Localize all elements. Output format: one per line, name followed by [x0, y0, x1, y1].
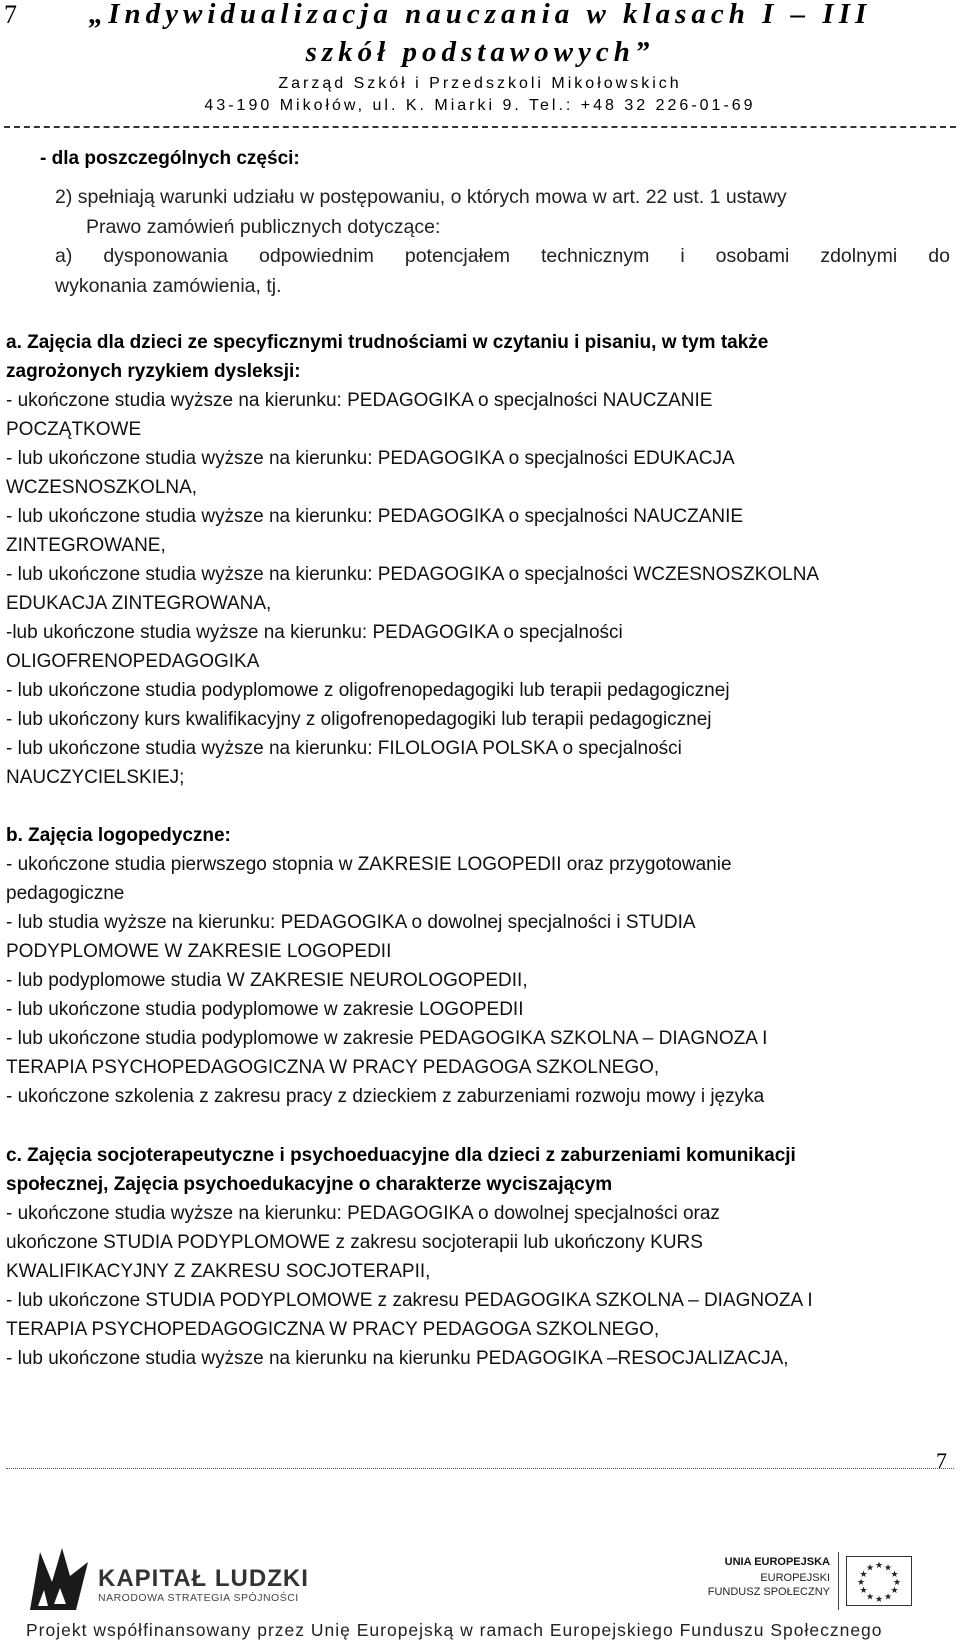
section-a-line: WCZESNOSZKOLNA,	[6, 477, 198, 498]
section-a-line: OLIGOFRENOPEDAGOGIKA	[6, 651, 260, 672]
intro-word: zdolnymi	[820, 245, 898, 267]
section-a-line: - lub ukończone studia podyplomowe z oligofrenopedagogiki lub terapii pedagogicznej	[6, 680, 730, 701]
intro-word: potencjałem	[404, 245, 510, 267]
section-a-line: - ukończone studia wyższe na kierunku: PEDAGOGIKA o specjalności NAUCZANIE	[6, 390, 713, 411]
intro-word: odpowiednim	[258, 245, 374, 267]
section-b-line: - lub podyplomowe studia W ZAKRESIE NEUROLOGOPEDII,	[6, 970, 528, 991]
section-a-line: POCZĄTKOWE	[6, 419, 142, 440]
section-b-line: TERAPIA PSYCHOPEDAGOGICZNA W PRACY PEDAGOGA SZKOLNEGO,	[6, 1057, 660, 1078]
section-a-line: - lub ukończone studia wyższe na kierunku: PEDAGOGIKA o specjalności NAUCZANIE	[6, 506, 744, 527]
svg-text:★: ★	[865, 1592, 875, 1603]
eu-fund-line1: EUROPEJSKI	[760, 1572, 830, 1584]
section-c-line: - ukończone studia wyższe na kierunku: PEDAGOGIKA o dowolnej specjalności oraz	[6, 1203, 720, 1224]
intro-word: a)	[55, 245, 73, 267]
document-title-line1: „Indywidualizacja nauczania w klasach I – III	[88, 0, 872, 30]
svg-text:★: ★	[874, 1595, 884, 1605]
section-a-heading-line1: a. Zajęcia dla dzieci ze specyficznymi trudnościami w czytaniu i pisaniu, w tym także	[6, 332, 769, 353]
eu-flag-icon	[846, 1556, 912, 1606]
section-c-line: TERAPIA PSYCHOPEDAGOGICZNA W PRACY PEDAGOGA SZKOLNEGO,	[6, 1319, 660, 1340]
section-b-heading: b. Zajęcia logopedyczne:	[6, 825, 231, 846]
footer-divider	[6, 1468, 954, 1469]
intro-line-4: wykonania zamówienia, tj.	[55, 275, 282, 297]
header-page-number: 7	[4, 0, 17, 29]
section-a-line: EDUKACJA ZINTEGROWANA,	[6, 593, 272, 614]
svg-text:★: ★	[859, 1586, 868, 1596]
footer-project-statement: Projekt współfinansowany przez Unię Europejską w ramach Europejskiego Funduszu Społecznego	[26, 1620, 883, 1640]
section-b-line: - ukończone szkolenia z zakresu pracy z dzieckiem z zaburzeniami rozwoju mowy i języka	[6, 1086, 765, 1107]
intro-line-2: Prawo zamówień publicznych dotyczące:	[86, 216, 441, 238]
intro-word: osobami	[715, 245, 790, 267]
svg-text:★: ★	[890, 1586, 899, 1596]
section-b-line: - lub ukończone studia podyplomowe w zakresie PEDAGOGIKA SZKOLNA – DIAGNOZA I	[6, 1028, 768, 1049]
section-c-heading-line2: społecznej, Zajęcia psychoedukacyjne o charakterze wyciszającym	[6, 1174, 613, 1195]
intro-word: do	[928, 245, 950, 267]
section-a-line: NAUCZYCIELSKIEJ;	[6, 767, 185, 788]
kapital-ludzki-logo-icon	[26, 1546, 94, 1612]
svg-text:★: ★	[883, 1563, 893, 1574]
section-a-line: - lub ukończone studia wyższe na kierunku: PEDAGOGIKA o specjalności EDUKACJA	[6, 448, 735, 469]
section-a-heading-line2: zagrożonych ryzykiem dysleksji:	[6, 361, 301, 382]
intro-word: technicznym	[540, 245, 650, 267]
svg-text:★: ★	[892, 1578, 902, 1588]
section-a-line: ZINTEGROWANE,	[6, 535, 166, 556]
svg-text:★: ★	[874, 1561, 884, 1571]
intro-line-3	[55, 245, 950, 268]
svg-text:★: ★	[865, 1563, 875, 1574]
header-divider	[4, 126, 956, 128]
eu-fund-line2: FUNDUSZ SPOŁECZNY	[707, 1586, 830, 1598]
section-b-line: pedagogiczne	[6, 883, 125, 904]
section-c-heading-line1: c. Zajęcia socjoterapeutyczne i psychoeduacyjne dla dzieci z zaburzeniami komunikacji	[6, 1145, 796, 1166]
section-c-line: ukończone STUDIA PODYPLOMOWE z zakresu socjoterapii lub ukończony KURS	[6, 1232, 703, 1253]
eu-name: UNIA EUROPEJSKA	[724, 1556, 830, 1568]
section-b-line: PODYPLOMOWE W ZAKRESIE LOGOPEDII	[6, 941, 392, 962]
section-b-line: - ukończone studia pierwszego stopnia w ZAKRESIE LOGOPEDII oraz przygotowanie	[6, 854, 732, 875]
section-b-line: - lub studia wyższe na kierunku: PEDAGOGIKA o dowolnej specjalności i STUDIA	[6, 912, 696, 933]
svg-text:★: ★	[856, 1578, 866, 1588]
eu-logo-divider	[838, 1552, 839, 1610]
section-c-line: - lub ukończone studia wyższe na kierunku na kierunku PEDAGOGIKA –RESOCJALIZACJA,	[6, 1348, 789, 1369]
intro-word: dysponowania	[103, 245, 228, 267]
section-b-line: - lub ukończone studia podyplomowe w zakresie LOGOPEDII	[6, 999, 524, 1020]
organization-name: Zarząd Szkół i Przedszkoli Mikołowskich	[278, 75, 682, 92]
document-title-line2: szkół podstawowych”	[305, 36, 655, 68]
intro-line-1: 2) spełniają warunki udziału w postępowaniu, o których mowa w art. 22 ust. 1 ustawy	[55, 186, 787, 208]
footer-page-number: 7	[936, 1448, 947, 1473]
section-a-line: - lub ukończone studia wyższe na kierunku: FILOLOGIA POLSKA o specjalności	[6, 738, 682, 759]
section-a-line: - lub ukończony kurs kwalifikacyjny z oligofrenopedagogiki lub terapii pedagogicznej	[6, 709, 712, 730]
section-a-line: -lub ukończone studia wyższe na kierunku: PEDAGOGIKA o specjalności	[6, 622, 623, 643]
section-c-line: KWALIFIKACYJNY Z ZAKRESU SOCJOTERAPII,	[6, 1261, 431, 1282]
organization-address: 43-190 Mikołów, ul. K. Miarki 9. Tel.: +48 32 226-01-69	[204, 97, 756, 114]
kapital-ludzki-title: KAPITAŁ LUDZKI	[98, 1565, 309, 1592]
svg-text:★: ★	[859, 1570, 868, 1580]
intro-word: i	[680, 245, 685, 267]
kapital-ludzki-subtitle: NARODOWA STRATEGIA SPÓJNOŚCI	[98, 1592, 299, 1604]
intro-heading: - dla poszczególnych części:	[40, 148, 300, 169]
section-c-line: - lub ukończone STUDIA PODYPLOMOWE z zakresu PEDAGOGIKA SZKOLNA – DIAGNOZA I	[6, 1290, 813, 1311]
svg-text:★: ★	[883, 1592, 893, 1603]
svg-text:★: ★	[890, 1570, 899, 1580]
section-a-line: - lub ukończone studia wyższe na kierunku: PEDAGOGIKA o specjalności WCZESNOSZKOLNA	[6, 564, 820, 585]
